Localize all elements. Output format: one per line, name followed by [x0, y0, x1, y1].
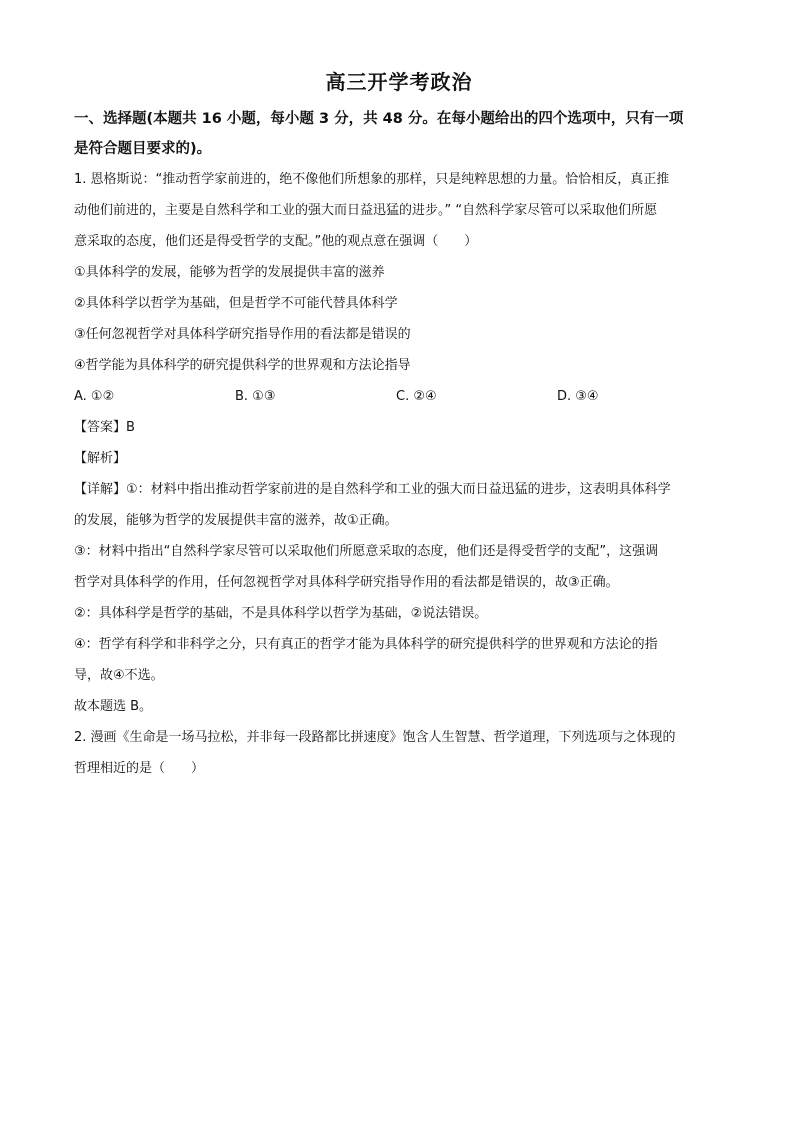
explanation-line: 导，故④不选。 [74, 668, 164, 683]
statement-1: ①具体科学的发展，能够为哲学的发展提供丰富的滋养 [74, 265, 385, 280]
explanation-line: 哲学对具体科学的作用，任何忽视哲学对具体科学研究指导作用的看法都是错误的，故③正确。 [74, 575, 619, 590]
section-heading-line-2: 是符合题目要求的)。 [74, 141, 212, 157]
option-d: D. ③④ [557, 389, 599, 404]
question-2 [74, 722, 724, 784]
page-title: 高三开学考政治 [325, 70, 473, 94]
explanation-line: 的发展，能够为哲学的发展提供丰富的滋养，故①正确。 [74, 513, 398, 528]
explanation-line: ③：材料中指出“自然科学家尽管可以采取他们所愿意采取的态度，他们还是得受哲学的支配”，这强调 [74, 544, 659, 559]
analysis-label: 【解析】 [74, 451, 127, 466]
question-1 [74, 164, 724, 722]
question-2-stem-line-2: 哲理相近的是（ ） [74, 761, 205, 776]
answer-label: 【答案】B [74, 420, 135, 435]
option-a: A. ①② [74, 389, 115, 404]
question-1-stem-line-3: 意采取的态度，他们还是得受哲学的支配。”他的观点意在强调（ ） [74, 234, 478, 249]
question-1-stem-line-1: 1. 恩格斯说：“推动哲学家前进的，绝不像他们所想象的那样，只是纯粹思想的力量。恰恰相反，真正推 [74, 172, 670, 187]
section-heading [74, 104, 724, 164]
statement-3: ③任何忽视哲学对具体科学研究指导作用的看法都是错误的 [74, 327, 411, 342]
explanation-line: ④：哲学有科学和非科学之分，只有真正的哲学才能为具体科学的研究提供科学的世界观和方法论的指 [74, 637, 658, 652]
section-heading-line-1: 一、选择题(本题共 16 小题，每小题 3 分，共 48 分。在每小题给出的四个选项中，只有一项 [74, 111, 684, 127]
conclusion-line: 故本题选 B。 [74, 699, 153, 714]
question-2-stem-line-1: 2. 漫画《生命是一场马拉松，并非每一段路都比拼速度》饱含人生智慧、哲学道理，下列选项与之体现的 [74, 730, 676, 745]
option-b: B. ①③ [235, 389, 276, 404]
explanation-line: 【详解】①：材料中指出推动哲学家前进的是自然科学和工业的强大而日益迅猛的进步，这表明具体科学 [74, 482, 671, 497]
question-1-stem-line-2: 动他们前进的，主要是自然科学和工业的强大而日益迅猛的进步。” “自然科学家尽管可以采取他们所愿 [74, 203, 658, 218]
statement-2: ②具体科学以哲学为基础，但是哲学不可能代替具体科学 [74, 296, 398, 311]
answer-options [74, 381, 724, 412]
explanation-line: ②：具体科学是哲学的基础，不是具体科学以哲学为基础，②说法错误。 [74, 606, 488, 621]
statement-4: ④哲学能为具体科学的研究提供科学的世界观和方法论指导 [74, 358, 411, 373]
option-c: C. ②④ [396, 389, 437, 404]
